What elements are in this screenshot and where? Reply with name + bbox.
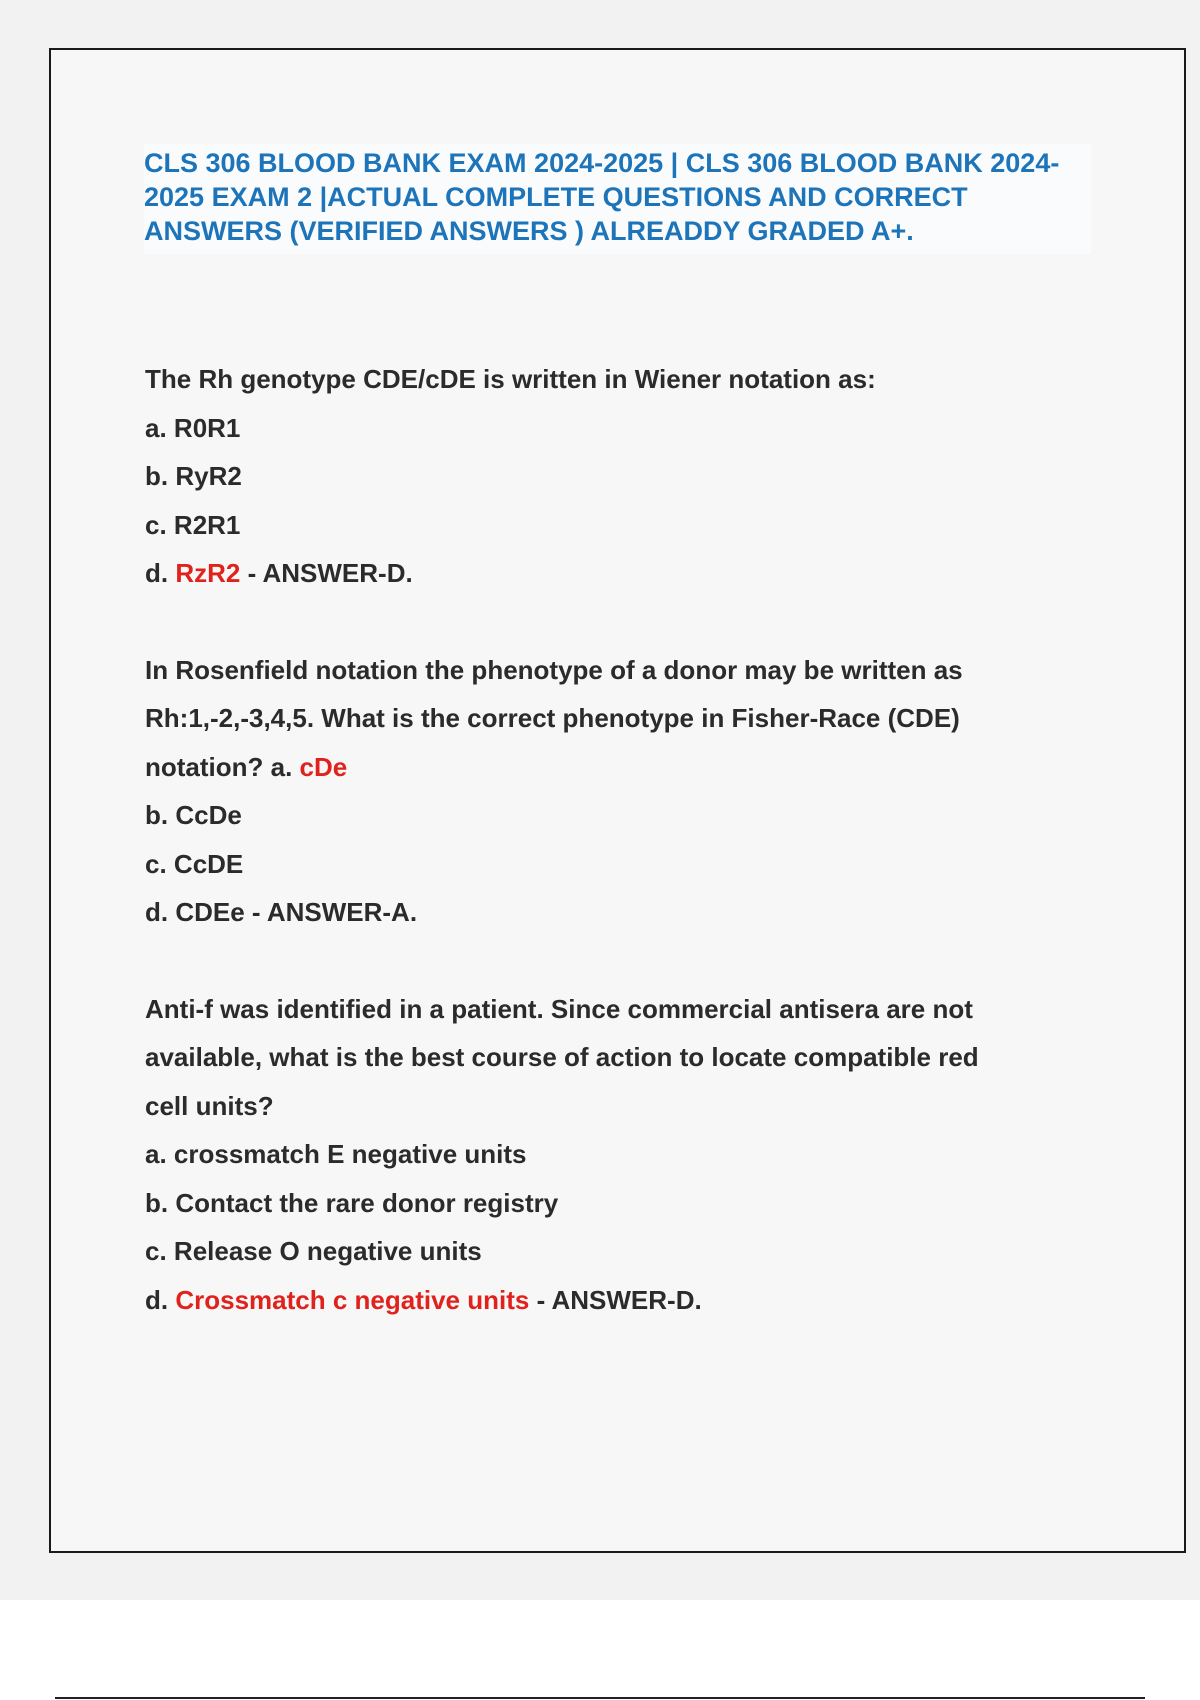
option-prefix: notation? a. <box>145 751 300 782</box>
next-page-strip <box>0 1600 1200 1700</box>
question-2-option-c <box>145 840 1105 889</box>
option-prefix: c. <box>145 1236 174 1266</box>
option-prefix: c. <box>145 848 174 879</box>
question-3-option-b <box>145 1179 1105 1228</box>
option-prefix: a. <box>145 412 174 443</box>
option-prefix: b. <box>145 1187 176 1218</box>
answer-key: - ANSWER-D. <box>529 1284 702 1315</box>
option-prefix: d. <box>145 558 176 588</box>
question-2-stem-line-2: Rh:1,-2,-3,4,5. What is the correct phenotype in Fisher-Race (CDE) <box>145 703 960 733</box>
question-2-stem-line-3 <box>145 743 1105 792</box>
option-text: R0R1 <box>173 412 241 443</box>
page-divider <box>55 1697 1145 1699</box>
option-text: R2R1 <box>173 509 241 540</box>
option-text: Release O negative units <box>173 1236 482 1266</box>
document-title: CLS 306 BLOOD BANK EXAM 2024-2025 | CLS 306 BLOOD BANK 2024-2025 EXAM 2 |ACTUAL COMPLETE QUESTIONS AND CORRECT ANSWERS (VERIFIED ANSWERS ) ALREADDY GRADED A+. <box>144 144 1091 254</box>
correct-answer-highlight: cDe <box>299 751 348 782</box>
question-2-stem-line-1: In Rosenfield notation the phenotype of a donor may be written as <box>145 654 963 685</box>
question-1-option-c <box>145 501 1105 550</box>
option-text: RyR2 <box>175 461 242 491</box>
question-3-option-c <box>145 1227 1105 1276</box>
option-text: CcDE <box>173 848 244 879</box>
question-2-option-d <box>145 888 1105 937</box>
question-3-stem-line-1: Anti-f was identified in a patient. Since commercial antisera are not <box>145 993 973 1024</box>
option-prefix: d. <box>145 1284 176 1315</box>
option-text: Contact the rare donor registry <box>175 1187 559 1218</box>
question-3-option-a <box>145 1130 1105 1179</box>
question-list <box>145 355 1105 1372</box>
option-text: CDEe <box>175 897 245 927</box>
option-text: CcDe <box>175 800 242 830</box>
question-1-option-a <box>145 404 1105 453</box>
option-prefix: a. <box>145 1139 174 1169</box>
question-3 <box>145 985 1105 1325</box>
question-1-stem: The Rh genotype CDE/cDE is written in Wiener notation as: <box>145 364 876 394</box>
correct-answer-highlight: Crossmatch c negative units <box>175 1284 530 1315</box>
question-2-option-b <box>145 791 1105 840</box>
option-prefix: d. <box>145 897 176 927</box>
option-prefix: c. <box>145 509 174 540</box>
question-1 <box>145 355 1105 598</box>
option-prefix: b. <box>145 461 176 491</box>
question-2 <box>145 646 1105 937</box>
question-1-option-d <box>145 549 1105 598</box>
question-1-option-b <box>145 452 1105 501</box>
question-3-stem-line-2: available, what is the best course of action to locate compatible red <box>145 1042 979 1072</box>
question-3-option-d <box>145 1276 1105 1325</box>
question-3-stem-line-3: cell units? <box>145 1090 274 1121</box>
option-text: crossmatch E negative units <box>173 1139 527 1169</box>
answer-key: - ANSWER-A. <box>244 897 418 927</box>
answer-key: - ANSWER-D. <box>240 558 413 588</box>
correct-answer-highlight: RzR2 <box>175 558 241 588</box>
option-prefix: b. <box>145 800 176 830</box>
